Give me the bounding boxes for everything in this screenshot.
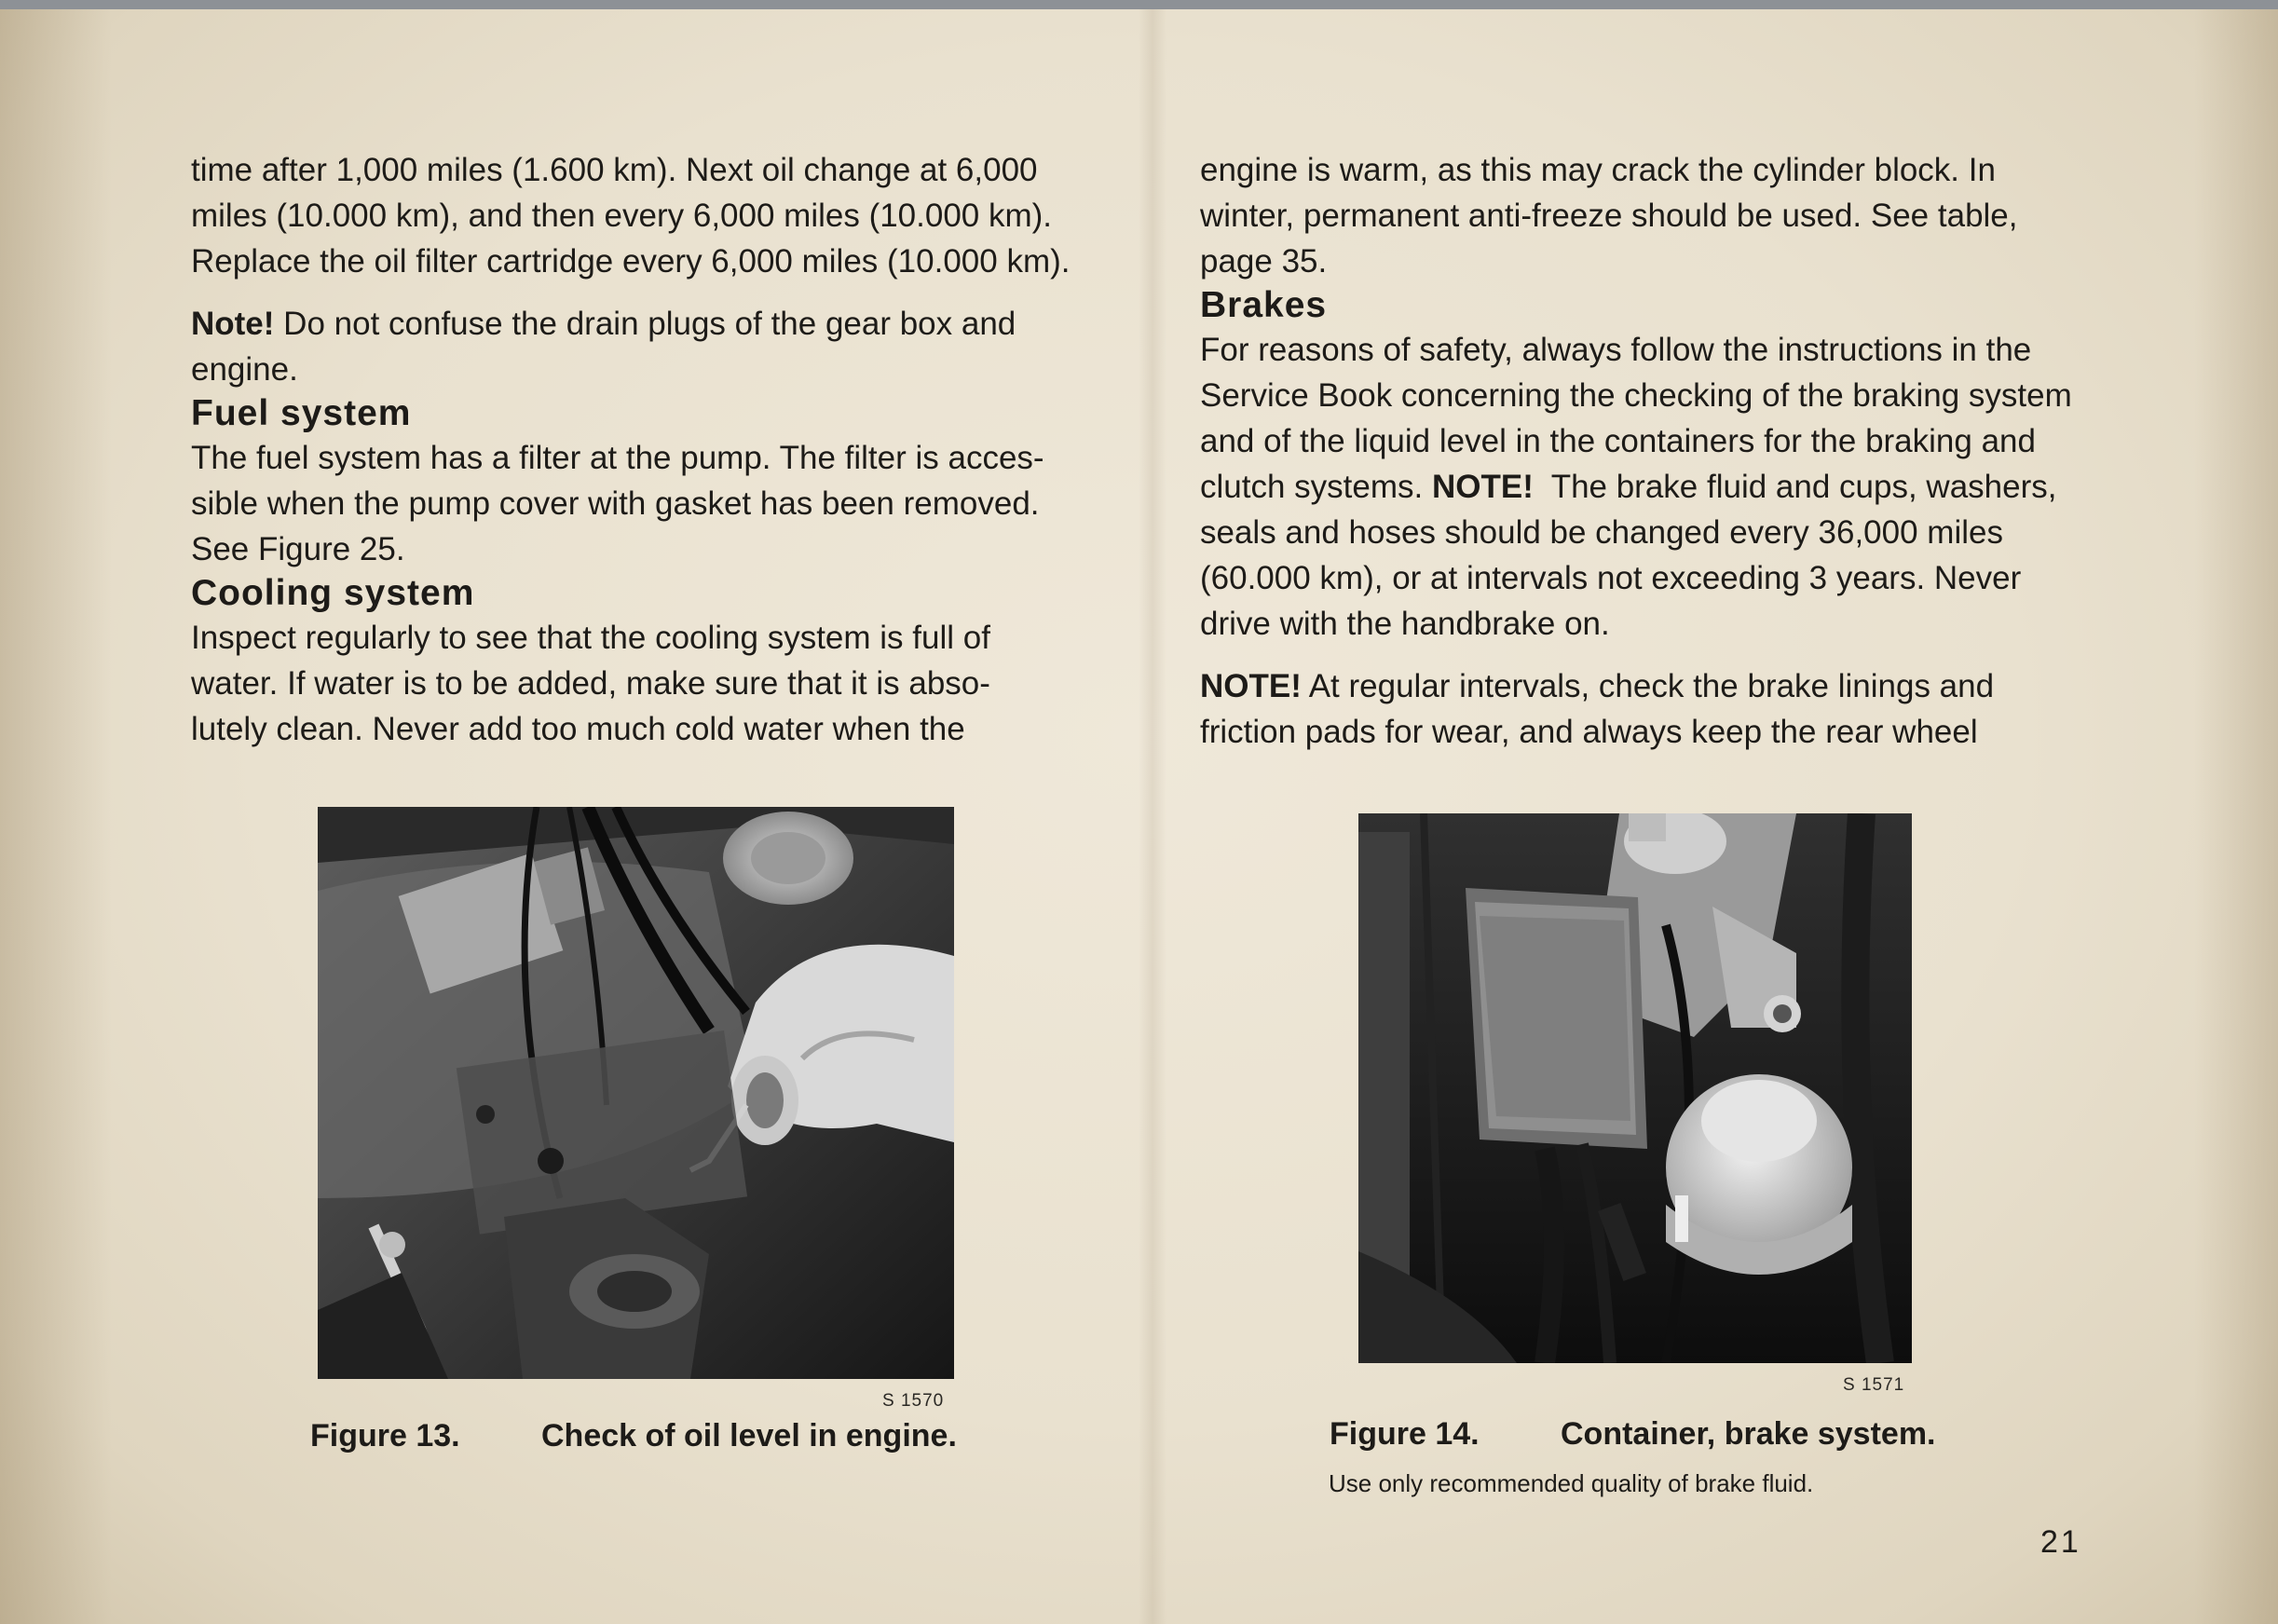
note-text-line-2: engine. [191, 351, 298, 388]
cooling-cont-line-2: winter, permanent anti-freeze should be used. See table, [1200, 198, 2018, 234]
brakes-line-3: and of the liquid level in the containers for the braking and [1200, 423, 2036, 459]
figure-14-note: Use only recommended quality of brake fluid. [1329, 1469, 1814, 1497]
figure-14-number: Figure 14. [1330, 1416, 1480, 1452]
note2-line-2: friction pads for wear, and always keep the rear wheel [1200, 714, 1978, 750]
brakes-line-5: seals and hoses should be changed every 36,000 miles [1200, 514, 2003, 551]
figure-14-photo [1358, 813, 1912, 1363]
cooling-system-heading: Cooling system [191, 573, 475, 613]
brakes-line-6: (60.000 km), or at intervals not exceeding 3 years. Never [1200, 560, 2022, 596]
brakes-note-label: NOTE! [1431, 469, 1534, 505]
cooling-line-2: water. If water is to be added, make sure that it is abso- [191, 665, 990, 702]
fuel-system-heading: Fuel system [191, 393, 412, 433]
note2-label: NOTE! [1200, 668, 1302, 704]
page-number: 21 [2040, 1524, 2081, 1560]
fuel-line-3: See Figure 25. [191, 531, 405, 567]
figure-13-title: Check of oil level in engine. [541, 1418, 957, 1453]
brakes-line-1: For reasons of safety, always follow the instructions in the [1200, 332, 2032, 368]
brakes-heading: Brakes [1200, 285, 1328, 325]
drain-plug-note [191, 301, 1179, 347]
note2-line-1: At regular intervals, check the brake linings and [1308, 668, 1995, 704]
cooling-line-1: Inspect regularly to see that the cooling system is full of [191, 620, 990, 656]
cooling-line-3: lutely clean. Never add too much cold water when the [191, 711, 965, 747]
brakes-line-7: drive with the handbrake on. [1200, 606, 1610, 642]
cooling-cont-line-3: page 35. [1200, 243, 1328, 280]
left-column [191, 147, 1179, 752]
oil-change-line-3: Replace the oil filter cartridge every 6,000 miles (10.000 km). [191, 243, 1071, 280]
brakes-line-4-end: The brake fluid and cups, washers, [1550, 469, 2057, 505]
figure-14-code: S 1571 [1843, 1375, 1905, 1395]
figure-14-title: Container, brake system. [1561, 1416, 1936, 1452]
fuel-line-2: sible when the pump cover with gasket has been removed. [191, 485, 1040, 522]
engine-oil-photo-illustration [318, 807, 954, 1379]
right-column [1200, 147, 2188, 755]
fuel-line-1: The fuel system has a filter at the pump. The filter is acces- [191, 440, 1044, 476]
cooling-cont-line-1: engine is warm, as this may crack the cylinder block. In [1200, 152, 1996, 188]
oil-change-line-1: time after 1,000 miles (1.600 km). Next oil change at 6,000 [191, 152, 1038, 188]
brakes-line-4-start: clutch systems. [1200, 469, 1424, 505]
figure-13-code: S 1570 [882, 1391, 945, 1411]
oil-change-line-2: miles (10.000 km), and then every 6,000 miles (10.000 km). [191, 198, 1053, 234]
note-text-line-1: Do not confuse the drain plugs of the gear box and [283, 306, 1016, 342]
linings-note [1200, 663, 2188, 709]
brake-container-photo-illustration [1358, 813, 1912, 1363]
figure-13-photo [318, 807, 954, 1379]
note-label: Note! [191, 306, 275, 342]
brakes-line-2: Service Book concerning the checking of the braking system [1200, 377, 2072, 414]
brakes-line-4 [1200, 464, 2188, 510]
figure-13-number: Figure 13. [310, 1418, 460, 1453]
